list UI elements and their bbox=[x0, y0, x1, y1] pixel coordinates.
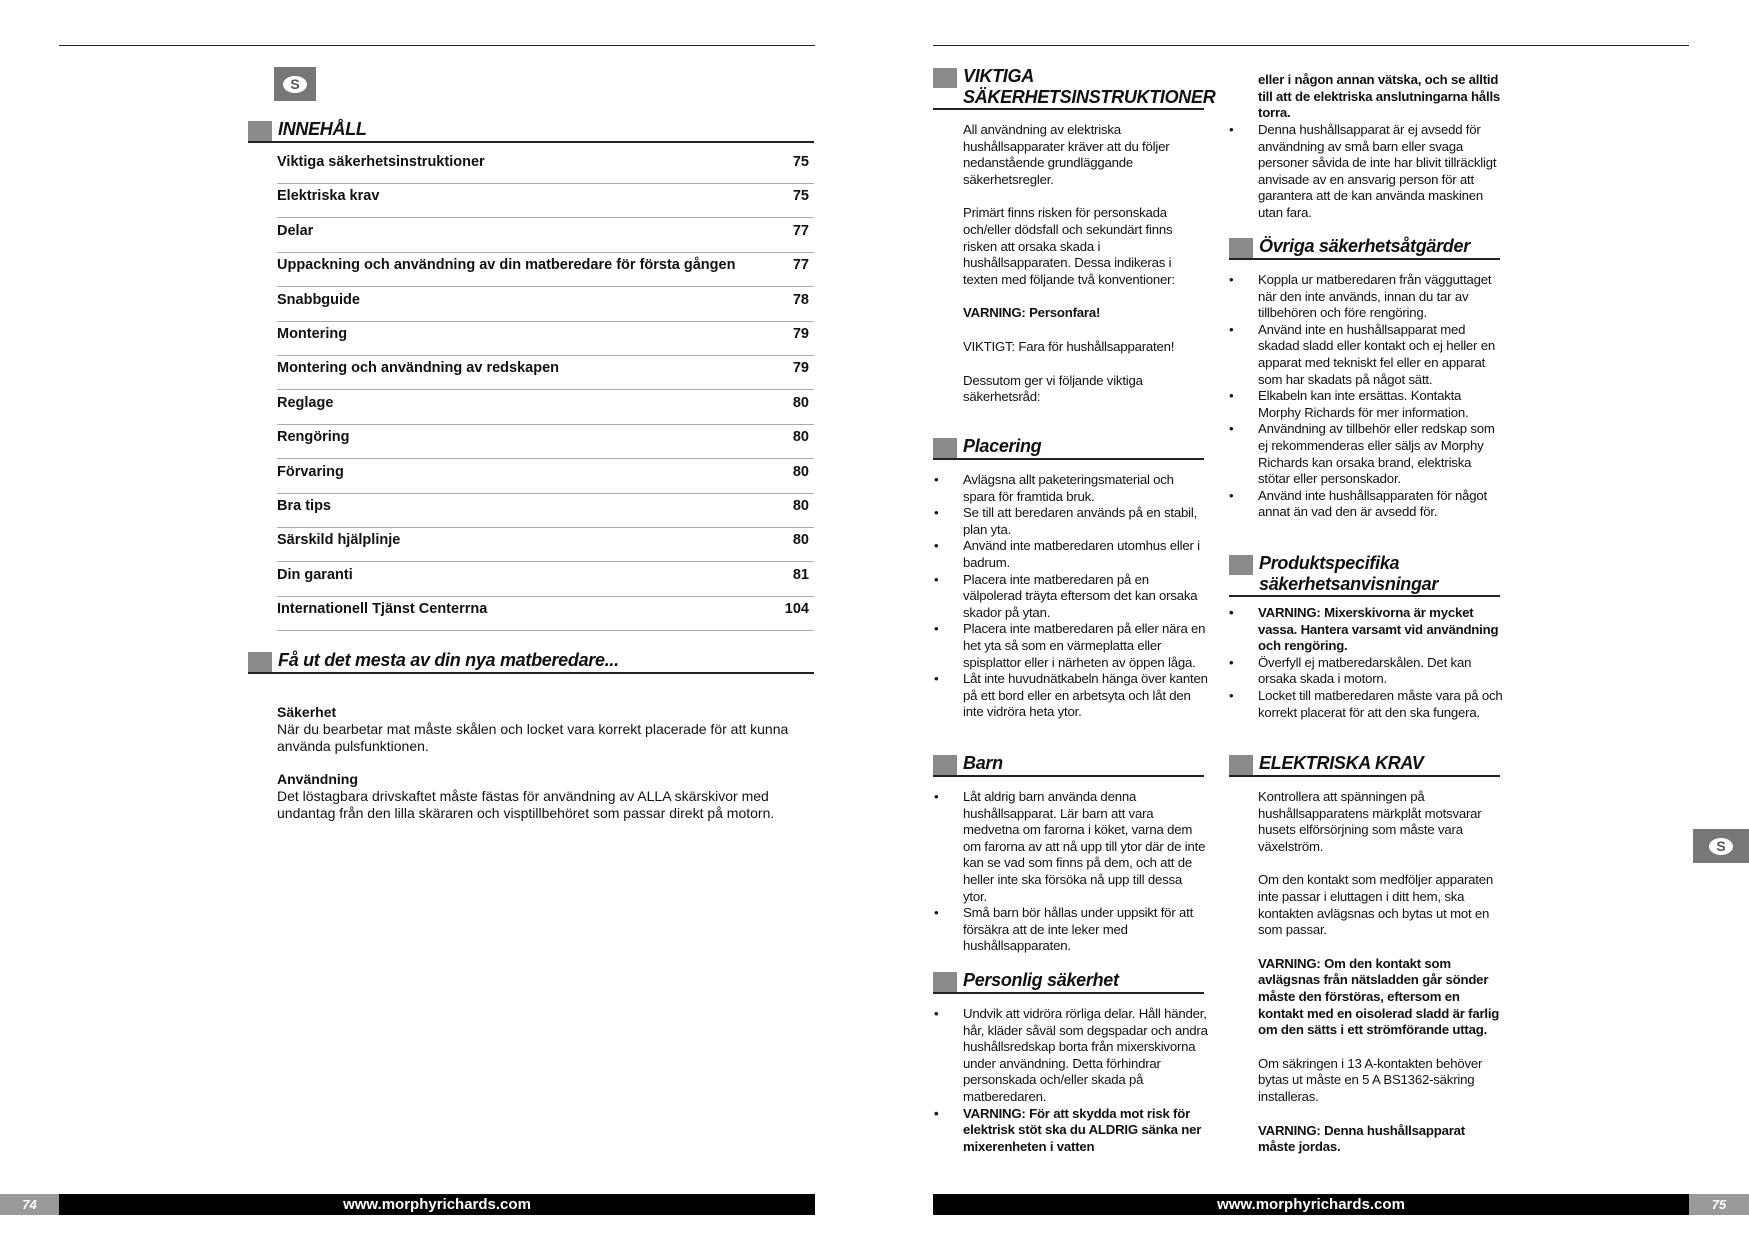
toc-row[interactable] bbox=[277, 392, 814, 425]
list-item: • VARNING: För att skydda mot risk för elektrisk stöt ska du ALDRIG sänka ner mixerenheten i vatten bbox=[963, 1106, 1208, 1156]
list-item: • Använd inte matberedaren utomhus eller i badrum. bbox=[963, 538, 1208, 571]
electrical-body bbox=[1258, 789, 1503, 1156]
safety-text: När du bearbetar mat måste skålen och locket vara korrekt placerade för att kunna använda pulsfunktionen. bbox=[277, 720, 789, 754]
list-item: • Elkabeln kan inte ersättas. Kontakta Morphy Richards för mer information. bbox=[1258, 388, 1503, 421]
toc-label: Särskild hjälplinje bbox=[277, 532, 401, 549]
toc-page: 79 bbox=[792, 360, 809, 377]
electrical-warning-1: VARNING: Om den kontakt som avlägsnas från nätsladden går sönder måste den förstöras, eftersom en kontakt med en oisolerad sladd är farlig om den sätts i ett strömförande uttag. bbox=[1258, 955, 1500, 1038]
list-item: • Placera inte matberedaren på eller nära en het yta så som en värmeplatta eller spisplattor eller i närheten av öppen låga. bbox=[963, 621, 1208, 671]
toc-row[interactable] bbox=[277, 598, 814, 631]
product-safety-title bbox=[1259, 553, 1438, 595]
toc-page: 80 bbox=[792, 532, 809, 549]
heading-marker bbox=[933, 438, 957, 458]
electrical-paragraph-3: Om säkringen i 13 A-kontakten behöver bytas ut måste en 5 A BS1362-säkring installeras. bbox=[1258, 1055, 1483, 1104]
list-item: • Undvik att vidröra rörliga delar. Håll händer, hår, kläder såväl som degspadar och andra hushållsredskap borta från mixerskivorna under användning. Detta förhindrar personskada och/eller skada på matberedaren. bbox=[963, 1006, 1208, 1106]
heading-marker bbox=[1229, 238, 1253, 258]
toc-page: 78 bbox=[792, 291, 809, 308]
safety-title-line1: VIKTIGA bbox=[963, 66, 1034, 86]
warning-person: VARNING: Personfara! bbox=[963, 305, 1101, 321]
placement-list bbox=[963, 472, 1208, 721]
other-measures-title: Övriga säkerhetsåtgärder bbox=[1259, 236, 1470, 256]
electrical-warning-2: VARNING: Denna hushållsapparat måste jordas. bbox=[1258, 1122, 1465, 1155]
other-measures-list bbox=[1258, 272, 1503, 521]
toc-page: 75 bbox=[792, 154, 809, 170]
footer-url-left[interactable]: www.morphyrichards.com bbox=[59, 1194, 815, 1215]
list-item: • Locket till matberedaren måste vara på och korrekt placerat för att den ska fungera. bbox=[1258, 688, 1503, 721]
top-rule-right bbox=[933, 45, 1689, 46]
toc-label: Förvaring bbox=[277, 463, 344, 480]
list-item: • Denna hushållsapparat är ej avsedd för användning av små barn eller svaga personer såvida de inte har blivit tillräckligt anvisade av en ansvarig person för att garantera att de kan använda maskinen utan fara. bbox=[1258, 122, 1503, 222]
list-item: • Koppla ur matberedaren från vägguttaget när den inte används, innan du tar av tillbehören och före rengöring. bbox=[1258, 272, 1503, 322]
table-of-contents bbox=[277, 151, 814, 632]
language-badge bbox=[274, 67, 316, 101]
toc-row[interactable] bbox=[277, 289, 814, 322]
heading-marker bbox=[248, 652, 272, 672]
safety-paragraph-2: Primärt finns risken för personskada och/eller dödsfall och sekundärt finns risken att orsaka skada i hushållsapparaten. Dessa indikeras i texten med följande två konventioner: bbox=[963, 205, 1175, 287]
product-safety-heading bbox=[1229, 553, 1500, 597]
electrical-paragraph-2: Om den kontakt som medföljer apparaten inte passar i eluttagen i ditt hem, ska kontakten avlägsnas och bytas ut mot en som passar. bbox=[1258, 872, 1494, 938]
toc-page: 80 bbox=[792, 463, 809, 480]
toc-label: Viktiga säkerhetsinstruktioner bbox=[277, 154, 485, 170]
safety-paragraph-1: All användning av elektriska hushållsapparater kräver att du följer nedanstående grundläggande säkerhetsregler. bbox=[963, 122, 1170, 187]
list-item: • Låt aldrig barn använda denna hushållsapparat. Lär barn att vara medvetna om farorna i köket, varna dem om farorna av att nå upp till ytor där de inte kan se vad som finns på dem, och att de heller inte ska försöka nå upp till dessa ytor. bbox=[963, 789, 1208, 905]
heading-marker bbox=[248, 121, 272, 141]
toc-label: Snabbguide bbox=[277, 291, 360, 308]
placement-title: Placering bbox=[963, 436, 1042, 456]
contents-title: INNEHÅLL bbox=[278, 119, 367, 139]
side-language-tab bbox=[1693, 829, 1749, 863]
toc-row[interactable] bbox=[277, 254, 814, 287]
intro-heading bbox=[248, 650, 814, 674]
list-item: • Se till att beredaren används på en stabil, plan yta. bbox=[963, 505, 1208, 538]
list-item: • Användning av tillbehör eller redskap som ej rekommenderas eller säljs av Morphy Richards kan orsaka brand, elektriska stötar eller personskador. bbox=[1258, 421, 1503, 487]
toc-row[interactable] bbox=[277, 461, 814, 494]
top-rule-left bbox=[59, 45, 815, 46]
children-heading bbox=[933, 753, 1204, 777]
toc-label: Bra tips bbox=[277, 497, 331, 514]
footer-url-right[interactable]: www.morphyrichards.com bbox=[933, 1194, 1689, 1215]
children-title: Barn bbox=[963, 753, 1003, 773]
heading-marker bbox=[1229, 555, 1253, 575]
intro-title: Få ut det mesta av din nya matberedare... bbox=[278, 650, 619, 670]
page-number-left: 74 bbox=[0, 1194, 59, 1215]
toc-label: Reglage bbox=[277, 394, 334, 411]
children-list bbox=[963, 789, 1208, 955]
toc-page: 77 bbox=[792, 257, 809, 274]
list-item: • Små barn bör hållas under uppsikt för att försäkra att de inte leker med hushållsapparaten. bbox=[963, 905, 1208, 955]
electrical-paragraph-1: Kontrollera att spänningen på hushållsapparatens märkplåt motsvarar husets elförsörjning som måste vara växelström. bbox=[1258, 789, 1482, 854]
product-safety-list bbox=[1258, 605, 1503, 721]
list-item: • Använd inte hushållsapparaten för något annat än vad den är avsedd för. bbox=[1258, 488, 1503, 521]
safety-title bbox=[963, 66, 1215, 108]
toc-label: Din garanti bbox=[277, 566, 353, 583]
contents-heading bbox=[248, 119, 814, 143]
list-item: • Avlägsna allt paketeringsmaterial och spara för framtida bruk. bbox=[963, 472, 1208, 505]
toc-page: 80 bbox=[792, 497, 809, 514]
heading-marker bbox=[933, 68, 957, 88]
toc-page: 81 bbox=[792, 566, 809, 583]
toc-page: 75 bbox=[792, 188, 809, 205]
toc-label: Uppackning och användning av din matberedare för första gången bbox=[277, 257, 736, 274]
heading-marker bbox=[933, 755, 957, 775]
toc-label: Elektriska krav bbox=[277, 188, 380, 205]
toc-row[interactable] bbox=[277, 564, 814, 597]
toc-row[interactable] bbox=[277, 529, 814, 562]
toc-label: Internationell Tjänst Centerrna bbox=[277, 601, 488, 618]
toc-row[interactable] bbox=[277, 357, 814, 390]
toc-row[interactable] bbox=[277, 323, 814, 356]
electrical-title: ELEKTRISKA KRAV bbox=[1259, 753, 1424, 773]
toc-label: Montering och användning av redskapen bbox=[277, 360, 559, 377]
product-title-line1: Produktspecifika bbox=[1259, 553, 1400, 573]
other-measures-heading bbox=[1229, 236, 1500, 260]
list-item: • Låt inte huvudnätkabeln hänga över kanten på ett bord eller en arbetsyta och låt den inte vidröra heta ytor. bbox=[963, 671, 1208, 721]
electrical-heading bbox=[1229, 753, 1500, 777]
safety-subheading: Säkerhet bbox=[277, 704, 337, 720]
toc-label: Montering bbox=[277, 325, 348, 342]
continued-warning bbox=[1258, 72, 1503, 122]
list-item: • Använd inte en hushållsapparat med skadad sladd eller kontakt och ej heller en apparat med tekniskt fel eller en apparat som har skadats på något sätt. bbox=[1258, 322, 1503, 388]
usage-text: Det löstagbara drivskaftet måste fästas för användning av ALLA skärskivor med undantag från den lilla skäraren och visptillbehöret som passar direkt på motorn. bbox=[277, 788, 775, 821]
children-use-list bbox=[1258, 122, 1503, 222]
side-language-label: S bbox=[1709, 838, 1733, 855]
heading-marker bbox=[933, 972, 957, 992]
personal-safety-list bbox=[963, 1006, 1208, 1155]
toc-row[interactable] bbox=[277, 220, 814, 253]
personal-safety-title: Personlig säkerhet bbox=[963, 970, 1119, 990]
toc-label: Rengöring bbox=[277, 429, 350, 446]
product-title-line2: säkerhetsanvisningar bbox=[1259, 574, 1439, 594]
page-number-right: 75 bbox=[1689, 1194, 1749, 1215]
important-appliance: VIKTIGT: Fara för hushållsapparaten! bbox=[963, 338, 1175, 354]
toc-page: 79 bbox=[792, 325, 809, 342]
toc-page: 77 bbox=[792, 222, 809, 239]
safety-heading bbox=[933, 66, 1216, 110]
placement-heading bbox=[933, 436, 1204, 460]
intro-body bbox=[277, 704, 817, 822]
list-item: • Överfyll ej matberedarskålen. Det kan orsaka skada i motorn. bbox=[1258, 655, 1503, 688]
heading-marker bbox=[1229, 755, 1253, 775]
personal-safety-heading bbox=[933, 970, 1204, 994]
safety-title-line2: SÄKERHETSINSTRUKTIONER bbox=[963, 87, 1216, 107]
usage-subheading: Användning bbox=[277, 771, 358, 788]
toc-row[interactable] bbox=[277, 151, 814, 184]
list-item: • VARNING: Mixerskivorna är mycket vassa. Hantera varsamt vid användning och rengöring. bbox=[1258, 605, 1503, 655]
safety-intro bbox=[963, 122, 1208, 406]
language-badge-label: S bbox=[283, 76, 307, 93]
toc-page: 104 bbox=[784, 601, 809, 618]
safety-paragraph-3: Dessutom ger vi följande viktiga säkerhetsråd: bbox=[963, 372, 1143, 405]
toc-row[interactable] bbox=[277, 185, 814, 218]
toc-label: Delar bbox=[277, 222, 314, 239]
toc-row[interactable] bbox=[277, 495, 814, 528]
continued-warning-text: eller i någon annan vätska, och se alltid till att de elektriska anslutningarna hålls torra. bbox=[1258, 72, 1501, 121]
toc-page: 80 bbox=[792, 429, 809, 446]
list-item: • Placera inte matberedaren på en välpolerad träyta eftersom det kan orsaka skador på ytan. bbox=[963, 572, 1208, 622]
toc-row[interactable] bbox=[277, 426, 814, 459]
toc-page: 80 bbox=[792, 394, 809, 411]
